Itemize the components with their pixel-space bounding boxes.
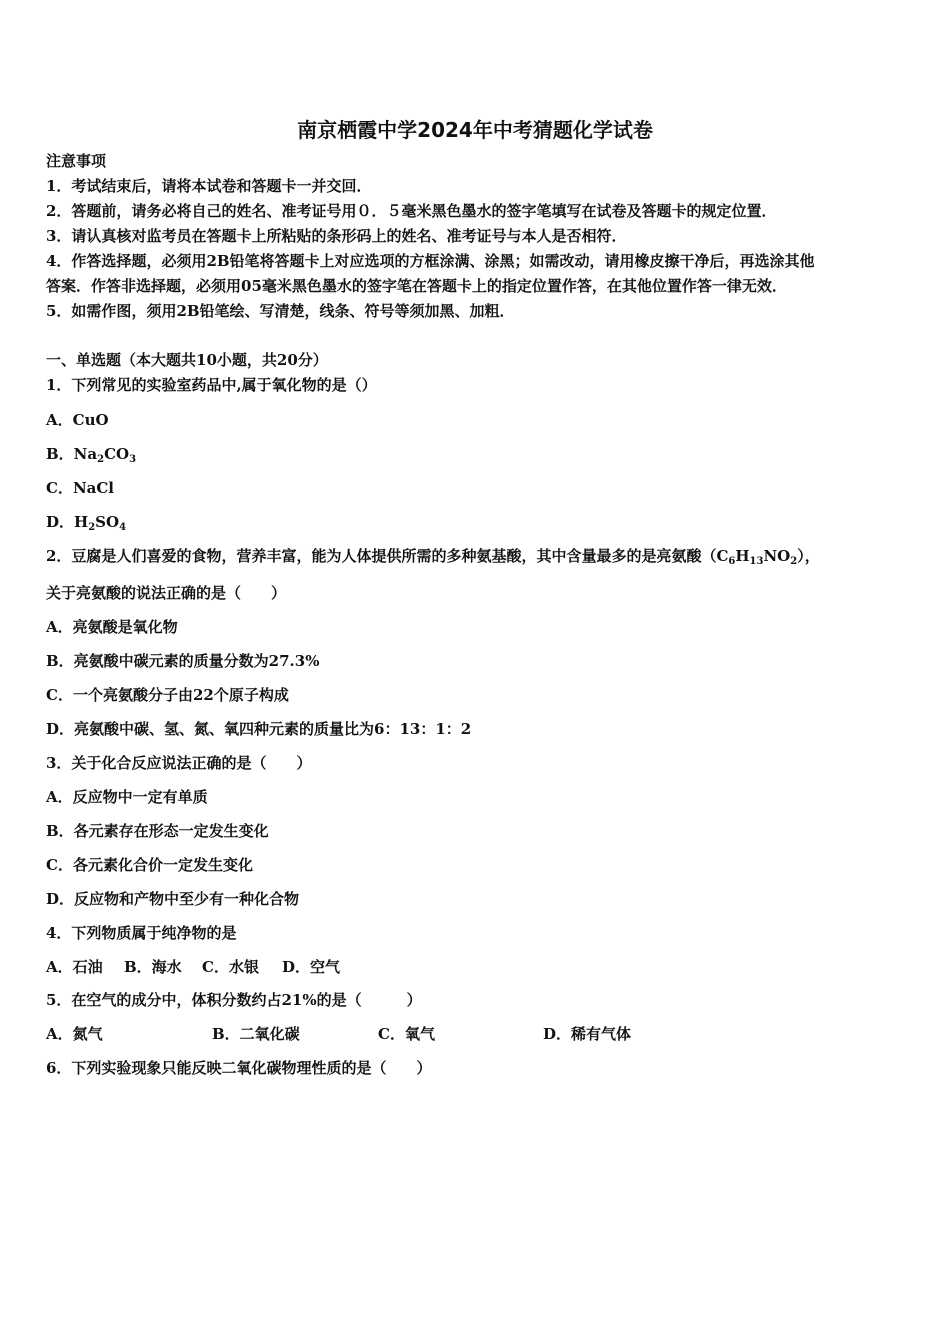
question-5-option-a: A．氮气 [46,1025,103,1043]
notice-item-4-cont: 答案．作答非选择题，必须用05毫米黑色墨水的签字笔在答题卡上的指定位置作答，在其他位置作答一律无效． [46,277,787,295]
question-4-option-b: B．海水 [124,958,182,976]
question-3-option-c: C．各元素化合价一定发生变化 [46,856,253,874]
question-3-option-d: D．反应物和产物中至少有一种化合物 [46,890,300,908]
question-2-option-d: D．亮氨酸中碳、氢、氮、氧四种元素的质量比为6：13：1：2 [46,720,472,738]
question-4-stem: 4．下列物质属于纯净物的是 [46,924,237,942]
notice-item-2: 2．答题前，请务必将自己的姓名、准考证号用０．５毫米黑色墨水的签字笔填写在试卷及答题卡的规定位置． [46,202,777,220]
question-4-option-d: D．空气 [282,958,341,976]
question-6-stem: 6．下列实验现象只能反映二氧化碳物理性质的是（ ） [46,1059,432,1077]
question-1-option-c: C．NaCl [46,479,115,497]
notice-heading: 注意事项 [46,152,107,170]
notice-item-5: 5．如需作图，须用2B铅笔绘、写清楚，线条、符号等须加黑、加粗． [46,302,515,320]
question-4-option-a: A．石油 [46,958,103,976]
question-5-option-c: C．氧气 [378,1025,435,1043]
page-title: 南京栖霞中学2024年中考猜题化学试卷 [297,118,653,142]
question-2-option-a: A．亮氨酸是氧化物 [46,618,178,636]
question-1-option-d: D．$H_2SO_4$ [46,513,127,533]
question-5-options [46,1024,631,1044]
question-2-option-c: C．一个亮氨酸分子由22个原子构成 [46,686,289,704]
question-3-option-b: B．各元素存在形态一定发生变化 [46,822,269,840]
question-5-stem: 5．在空气的成分中，体积分数约占21%的是（ ） [46,991,422,1009]
notice-item-3: 3．请认真核对监考员在答题卡上所粘贴的条形码上的姓名、准考证号与本人是否相符． [46,227,627,245]
question-1-option-b: B．$Na_2CO_3$ [46,445,137,465]
question-3-stem: 3．关于化合反应说法正确的是（ ） [46,754,312,772]
notice-item-4: 4．作答选择题，必须用2B铅笔将答题卡上对应选项的方框涂满、涂黑；如需改动，请用橡皮擦干净后，再选涂其他 [46,252,815,270]
section-heading: 一、单选题（本大题共10小题，共20分） [46,351,328,369]
question-1-stem: 1．下列常见的实验室药品中,属于氧化物的是（） [46,376,377,394]
question-4-option-c: C．水银 [202,958,259,976]
question-2-stem: 2．豆腐是人们喜爱的食物，营养丰富，能为人体提供所需的多种氨基酸，其中含量最多的是亮氨酸$(C_6H_{13}NO_2)$， [46,547,820,567]
notice-item-1: 1．考试结束后，请将本试卷和答题卡一并交回． [46,177,372,195]
question-4-options [46,957,340,977]
question-3-option-a: A．反应物中一定有单质 [46,788,208,806]
question-1-option-a: A．CuO [46,411,109,429]
question-2-option-b: B．亮氨酸中碳元素的质量分数为27.3% [46,652,320,670]
question-5-option-b: B．二氧化碳 [212,1025,300,1043]
question-5-option-d: D．稀有气体 [543,1025,632,1043]
question-2-stem-cont: 关于亮氨酸的说法正确的是（ ） [46,584,287,602]
